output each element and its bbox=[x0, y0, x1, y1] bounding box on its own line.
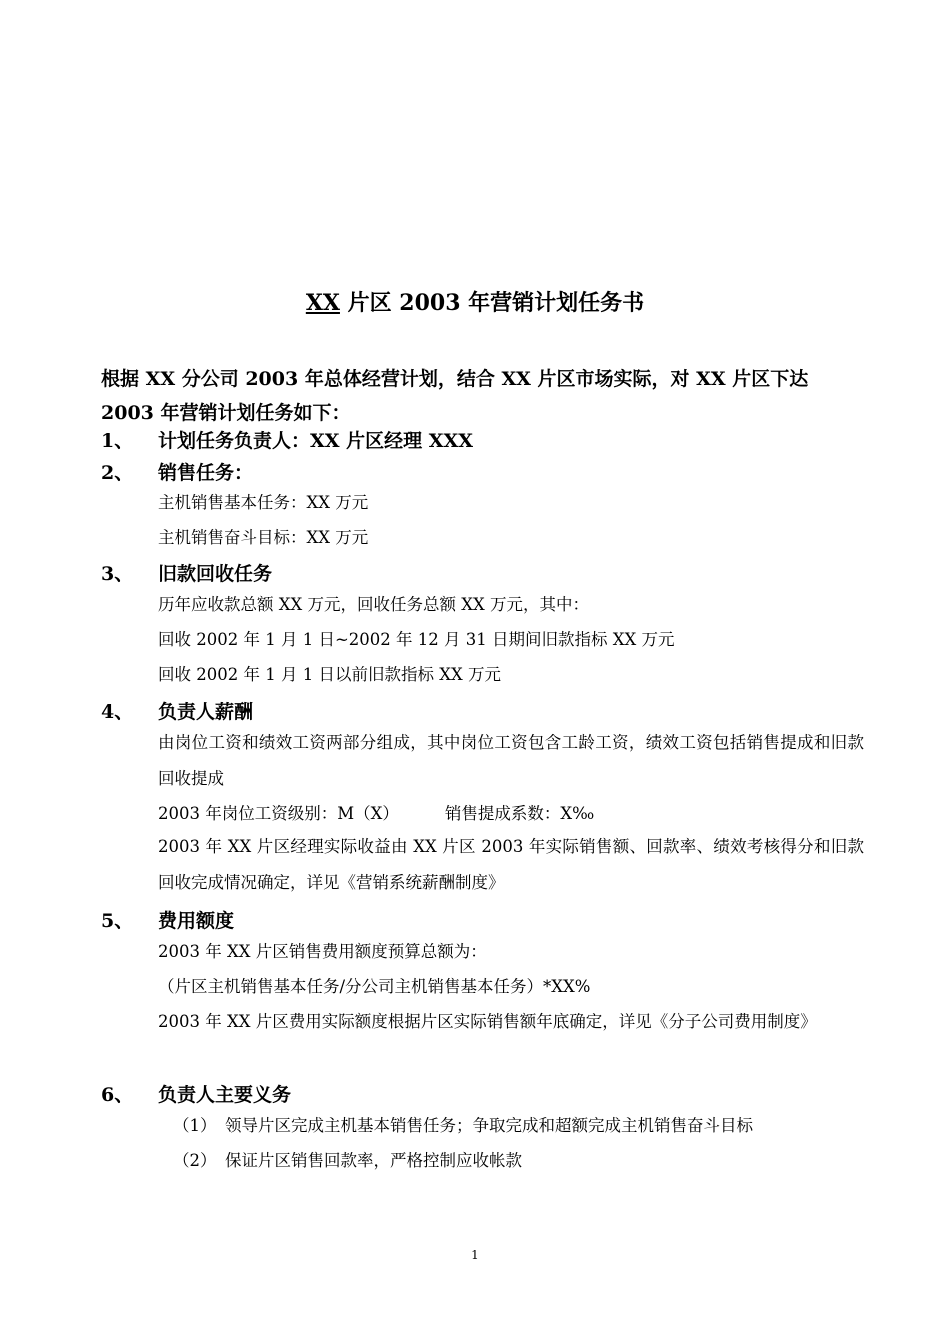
section-2-heading bbox=[101, 458, 253, 488]
section-number: 1、 bbox=[101, 430, 134, 452]
income-determination: 2003 年 XX 片区经理实际收益由 XX 片区 2003 年实际销售额、回款率、绩效考核得分和旧款回收完成情况确定，详见《营销系统薪酬制度》 bbox=[158, 837, 864, 892]
receivables-total: 历年应收款总额 XX 万元，回收任务总额 XX 万元，其中： bbox=[158, 595, 589, 614]
expense-actual: 2003 年 XX 片区费用实际额度根据片区实际销售额年底确定，详见《分子公司费用制度》 bbox=[158, 1012, 817, 1031]
duty-marker: （2） bbox=[173, 1151, 217, 1170]
section-title: 销售任务： bbox=[158, 462, 254, 484]
receivables-2002: 回收 2002 年 1 月 1 日~2002 年 12 月 31 日期间旧款指标 XX 万元 bbox=[158, 630, 675, 649]
section-title: 计划任务负责人：XX 片区经理 XXX bbox=[158, 430, 473, 452]
document-title bbox=[0, 286, 950, 320]
section-title: 费用额度 bbox=[158, 910, 235, 932]
section-title: 旧款回收任务 bbox=[158, 563, 273, 585]
section-4-heading bbox=[101, 697, 253, 727]
section-number: 5、 bbox=[101, 910, 134, 932]
salary-grade: 2003 年岗位工资级别：M（X） bbox=[158, 804, 399, 823]
intro-paragraph: 根据 XX 分公司 2003 年总体经营计划，结合 XX 片区市场实际，对 XX 片区下达 2003 年营销计划任务如下： bbox=[101, 368, 809, 424]
page-number: 1 bbox=[471, 1248, 479, 1262]
title-rest: 片区 2003 年营销计划任务书 bbox=[339, 290, 645, 316]
section-number: 3、 bbox=[101, 563, 134, 585]
section-3-heading bbox=[101, 559, 272, 589]
salary-grade-line bbox=[158, 799, 594, 829]
duty-marker: （1） bbox=[173, 1116, 217, 1135]
section-number: 2、 bbox=[101, 462, 134, 484]
expense-formula: （片区主机销售基本任务/分公司主机销售基本任务）*XX% bbox=[158, 977, 591, 996]
receivables-before-2002: 回收 2002 年 1 月 1 日以前旧款指标 XX 万元 bbox=[158, 665, 501, 684]
salary-composition: 由岗位工资和绩效工资两部分组成，其中岗位工资包含工龄工资，绩效工资包括销售提成和旧款回收提成 bbox=[158, 733, 864, 788]
sales-target: 主机销售奋斗目标：XX 万元 bbox=[158, 528, 369, 547]
section-5-heading bbox=[101, 906, 234, 936]
duty-text: 保证片区销售回款率，严格控制应收帐款 bbox=[225, 1151, 522, 1170]
section-number: 4、 bbox=[101, 701, 134, 723]
duty-item bbox=[173, 1146, 522, 1176]
duty-item bbox=[173, 1111, 753, 1141]
section-number: 6、 bbox=[101, 1084, 134, 1106]
section-title: 负责人薪酬 bbox=[158, 701, 254, 723]
section-title: 负责人主要义务 bbox=[158, 1084, 292, 1106]
section-6-heading bbox=[101, 1080, 291, 1110]
title-prefix: XX bbox=[305, 290, 340, 316]
section-1-heading bbox=[101, 426, 473, 456]
commission-rate: 销售提成系数：X‰ bbox=[444, 804, 595, 823]
duty-text: 领导片区完成主机基本销售任务；争取完成和超额完成主机销售奋斗目标 bbox=[225, 1116, 753, 1135]
sales-basic-task: 主机销售基本任务：XX 万元 bbox=[158, 493, 369, 512]
expense-budget-intro: 2003 年 XX 片区销售费用额度预算总额为： bbox=[158, 942, 487, 961]
